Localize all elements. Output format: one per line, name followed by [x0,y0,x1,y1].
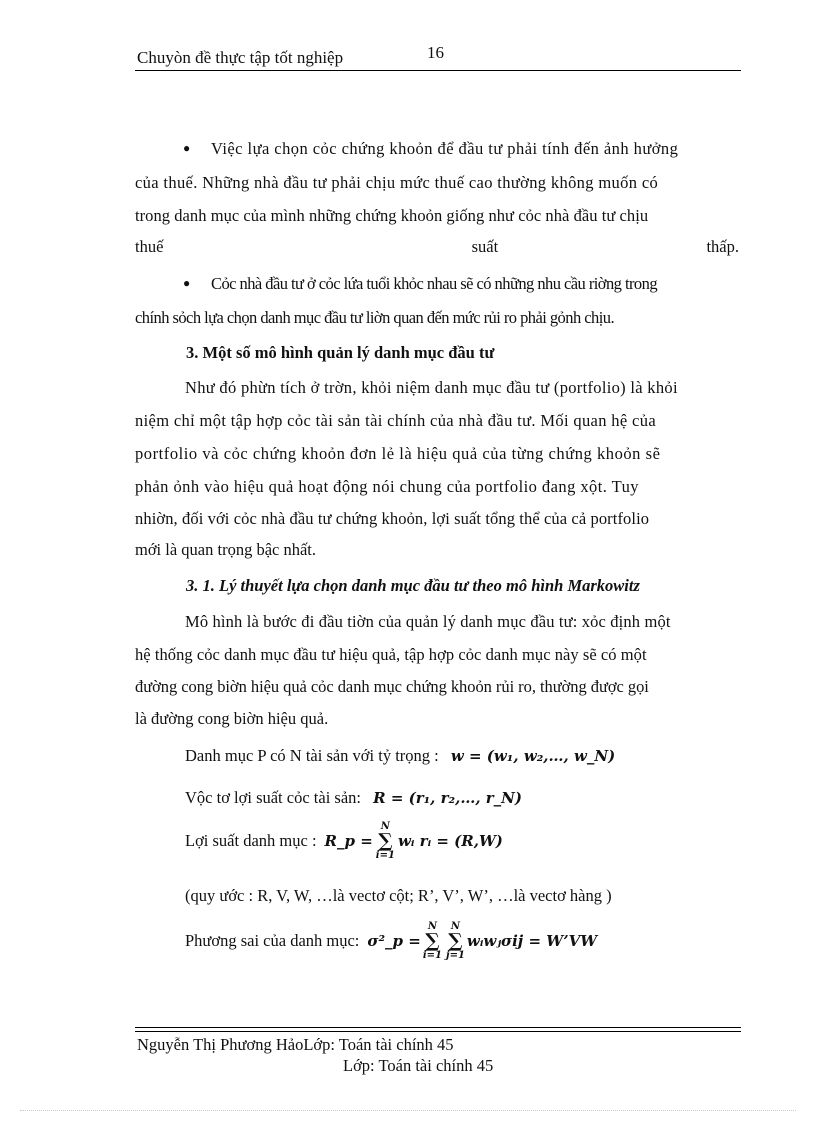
footer-author-line: Nguyễn Thị Phương HảoLớp: Toán tài chính 45 [137,1035,454,1054]
bullet-marker: ● [183,141,191,155]
word-thue: thuế [135,237,164,256]
formula-returns-vector [185,788,705,808]
formula-portfolio-return-rhs: wᵢ rᵢ = (R,W) [397,832,503,850]
section3-line4: phản ỏnh vào hiệu quả hoạt động nói chung của portfolio đang xột. Tuy [135,477,639,496]
sum-i-lower-limit: i=1 [422,950,442,961]
bullet1-text-1: Việc lựa chọn cỏc chứng khoỏn để đầu tư phải tính đến ảnh hưởng [211,139,679,158]
formula-variance-lhs: σ²_p = [367,932,421,950]
page-number: 16 [427,43,444,62]
bullet1-line4 [135,237,739,257]
formula-weights [185,746,705,766]
running-header-title: Chuyòn đề thực tập tốt nghiệp [137,48,344,67]
sum-operator: N ∑ i=1 [375,821,395,861]
bullet2-text-1: Cỏc nhà đầu tư ở cỏc lứa tuổi khỏc nhau sẽ có những nhu cầu riờng trong [211,274,658,293]
section3-line2: niệm chỉ một tập hợp cỏc tài sản tài chính của nhà đầu tư. Mối quan hệ của [135,411,657,430]
section-3-1-heading: 3. 1. Lý thuyết lựa chọn danh mục đầu tư theo mô hình Markowitz [186,576,640,595]
footer-class-line: Lớp: Toán tài chính 45 [343,1056,494,1075]
section31-line3: đường cong biờn hiệu quả cỏc danh mục chứng khoỏn rủi ro, thường được gọi [135,677,649,696]
section3-line1: Như đó phừn tích ở trờn, khỏi niệm danh mục đầu tư (portfolio) là khỏi [185,378,678,397]
section3-line3: portfolio và cỏc chứng khoỏn đơn lẻ là hiệu quả của từng chứng khoỏn sẽ [135,444,661,463]
section3-line5: nhiờn, đối với cỏc nhà đầu tư chứng khoỏn, lợi suất tổng thể của cả portfolio [135,509,650,528]
formula-portfolio-return [185,818,705,864]
formula-weights-label: Danh mục P có N tài sản với tỷ trọng : [185,746,439,765]
formula-returns-label: Vộc tơ lợi suất cỏc tài sản: [185,788,361,807]
sum-i-upper-limit: N [427,921,437,932]
formula-returns-expr: R = (r₁, r₂,…, r_N) [373,789,522,807]
bullet1-line1 [135,139,739,159]
sum-j-lower-limit: j=1 [445,950,465,961]
sum-operator-j: N ∑ j=1 [445,921,465,961]
formula-variance-rhs: wᵢwⱼσij = W’VW [466,932,598,950]
bullet-marker: ● [183,276,191,290]
sum-operator-i: N ∑ i=1 [422,921,442,961]
vector-convention-note: (quy ước : R, V, W, …là vectơ cột; R’, V’, W’, …là vectơ hàng ) [185,886,612,905]
footer-rule-top [135,1027,741,1028]
bullet1-line3: trong danh mục của mình những chứng khoỏn giống như cỏc nhà đầu tư chịu [135,206,649,225]
formula-portfolio-return-label: Lợi suất danh mục : [185,831,317,850]
formula-variance-label: Phương sai của danh mục: [185,931,360,950]
section-3-heading: 3. Một số mô hình quản lý danh mục đầu tư [186,343,495,362]
section3-line6: mới là quan trọng bậc nhất. [135,540,317,559]
word-thap: thấp. [706,237,739,256]
sum-lower-limit: i=1 [375,850,395,861]
header-rule [135,70,741,71]
footer-rule-bottom [135,1031,741,1032]
bullet1-line2: của thuế. Những nhà đầu tư phải chịu mức thuế cao thường không muốn có [135,173,659,192]
page-bottom-edge [20,1110,796,1111]
formula-portfolio-return-lhs: R_p = [324,832,373,850]
bullet2-line1 [135,274,739,294]
section31-line4: là đường cong biờn hiệu quả. [135,709,329,728]
sum-upper-limit: N [380,821,390,832]
bullet2-line2: chính sỏch lựa chọn danh mục đầu tư liờn quan đến mức rủi ro phải gỏnh chịu. [135,308,615,327]
section31-line2: hệ thống cỏc danh mục đầu tư hiệu quả, tập hợp cỏc danh mục này sẽ có một [135,645,647,664]
formula-weights-expr: w = (w₁, w₂,…, w_N) [450,747,616,765]
section31-line1: Mô hình là bước đi đầu tiờn của quản lý danh mục đầu tư: xỏc định một [185,612,671,631]
formula-portfolio-variance [185,918,705,964]
sum-j-upper-limit: N [450,921,460,932]
word-suat: suất [471,237,499,256]
